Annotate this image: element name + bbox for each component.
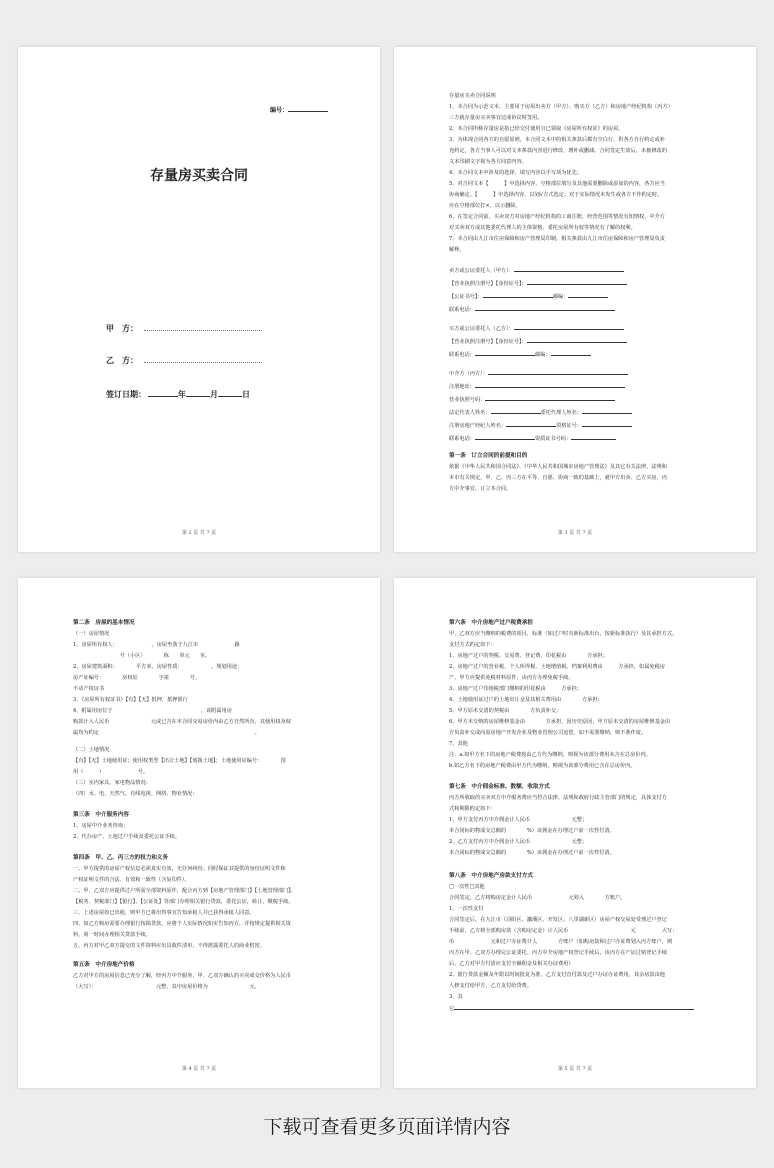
section-6-line: 6、甲方未交纳的房屋维修基金由 方承担，因历史原因，甲方原未交清的房屋维修基金由 — [449, 719, 671, 725]
party-b-field — [106, 355, 262, 366]
section-2-line: 号（小区） 栋 单元 室。 — [73, 653, 211, 659]
section-8-line: 丙方在甲、乙双方办理完公证委托、丙方中介房地产权登记手续后，该丙方在产证过销登记手续 — [449, 950, 667, 956]
section-4-line: 四、如乙方购房需要办理银行按揭贷款，应将个人实际情况如实告知丙方，并按规定提供相关资 — [73, 921, 291, 927]
section-6-line: 3、房地产过户印地税部门缴纳的印花税由 方承担； — [449, 686, 582, 692]
section-4-title: 第四条 甲、乙、丙三方的权力和义务 — [73, 855, 169, 861]
section-2-line: 4、附属用房位于 ，该附属用房 — [73, 708, 232, 714]
section-3-line: 1、房屋中介业务咨询； — [73, 823, 129, 829]
page-3-content — [449, 91, 728, 495]
section-1-title: 第一条 订立合同的前提和目的 — [449, 453, 528, 459]
section-4-line: 料。第一时间办理相关贷款手续。 — [73, 932, 151, 938]
section-8-line: 1、一次性支付 — [449, 906, 484, 912]
section-8-line: 合同签定，乙方将购房定金计人民币 元划入 方账户。 — [449, 895, 626, 901]
year-label: 年 — [178, 390, 186, 399]
section-5-line: 乙方对甲方的房屋信息已充分了解，经丙方中介服务，甲、乙双方确认的买卖成交价格为人民币 — [73, 973, 291, 979]
section-6-line: 7、其他 — [449, 741, 551, 747]
instruction-line: 5、对合同文本【 】中选择内容，空格部位填写及其他需要删除或添加的内容，各方应当 — [449, 181, 665, 187]
buyer-phone-field: 联系电话： 邮编： — [449, 349, 728, 361]
agent-legal-rep-field: 法定代表人姓名： 委托代理人姓名： — [449, 407, 728, 419]
instruction-line: 7、本合同由九江市住房保障和房产管理局印制，相关条款由九江市住房保障和房产管理局负责 — [449, 236, 665, 242]
section-2-line: 1、房屋所有权人： ，房屋坐落于九江市 路 — [73, 642, 240, 648]
instruction-line: 1、本合同为示范文本，主要用于房屋出卖方（甲方）、购买方（乙方）和房地产经纪机构（丙方） — [449, 104, 673, 110]
section-2-line: 用（ ） 号。 — [73, 769, 149, 775]
instruction-line: 充约定，各方当事人可以对文本条款内容进行修改、增补或删减。合同签定生效后，未被修改的 — [449, 148, 667, 154]
section-8-line: 3、其 — [449, 994, 463, 1000]
section-6-line: 2、房地产过户的营业税、个人所得税、土地增值税、档案利用费由 方承担，如属免税房 — [449, 664, 665, 670]
month-blank — [186, 390, 210, 397]
section-4-line: 三、上述房屋如已出租，则甲方已将出售事宜告知承租人并已获得承租人同意。 — [73, 910, 255, 916]
section-8-title: 第八条 中介房地产房款支付方式 — [449, 873, 533, 879]
section-7-line: 本合同标的物成交总额的 %）该佣金在办理过户前一次性付清。 — [449, 828, 615, 834]
party-a-label: 甲 方： — [106, 324, 138, 333]
section-4-line: 产权证明文件的合法、有效和一致性（含复印件）。 — [73, 877, 190, 883]
section-6-line: 1、房地产过户的契税、交易费、登记费、印花税由 方承担； — [449, 653, 608, 659]
section-2-line: 购款计入人民币 元或已含在本合同交易房价内由乙方自然所有，其使用权及权 — [73, 719, 291, 725]
section-2-line: 不动产权证书 — [73, 686, 193, 692]
section-7-line: 式和期限约定如下： — [449, 806, 496, 812]
instruction-line: 协商确定。【 】中选择内容，以划√方式选定；对于实际情况未发生或各方不作约定时， — [449, 192, 663, 198]
section-2-title: 第二条 房屋的基本情况 — [73, 620, 135, 626]
instruction-line: 三方就存量房买卖事宜达成协议时签用。 — [449, 115, 543, 121]
page-footer: 第 3 页 共 7 页 — [557, 530, 593, 536]
section-6-title: 第六条 中介房地产过户税费承担 — [449, 620, 533, 626]
section-2-line: （一）房屋情况 — [73, 631, 110, 637]
download-caption: 下载可查看更多页面详情内容 — [263, 1116, 511, 1138]
agent-license-field: 营业执照号码： — [449, 394, 728, 406]
contract-number-label: 编号： — [269, 107, 288, 114]
section-7-line: 丙方所收取的买卖双方中介服务费应当符合法律、法规和政府行政主管部门的规定，具体支付方 — [449, 795, 667, 801]
section-2-line: （二）土地情况 — [73, 747, 110, 753]
section-2-line: 房产证编号： 房权证 字第 号。 — [73, 675, 201, 681]
section-4-line: 五、丙方对甲乙双方提交的文件资料应出具收件清单，不得泄露委托人的商业机密。 — [73, 943, 265, 949]
agent-name-field: 中介方（丙方）： — [449, 368, 728, 380]
party-b-blank — [144, 356, 262, 363]
party-a-field — [106, 323, 262, 334]
section-7-line: 本合同标的物成交总额的 %）该佣金在办理过户前一次性付清。 — [449, 850, 615, 856]
section-8-line: □一次性□其他 — [449, 884, 485, 890]
section-8-line: 手续前，乙方将全部购房款（含购房定金）计人民币 元 大写： — [449, 928, 678, 934]
instructions-heading: 存量房买卖合同说明 — [449, 93, 496, 99]
page-5-content — [449, 618, 728, 1015]
section-6-line: 支付方式约定如下： — [449, 642, 496, 648]
sign-date-label: 签订日期： — [106, 390, 146, 399]
instruction-line: 对买卖双方或其他委托代理人的主体资格、委托房屋所有权等情况有了解的权利。 — [449, 225, 636, 231]
document-page-3 — [394, 47, 756, 552]
month-label: 月 — [210, 390, 218, 399]
section-2-line: 2、房屋建筑面积： 平方米，房屋性质： ，规划用途： — [73, 664, 243, 670]
section-8-line: 币 元和过户办证费计人 方账户（如购房款和过户办证费划入丙方账户，则 — [449, 939, 673, 945]
seller-id-field: 【营业执照注册号】【身份证号】： — [449, 278, 728, 290]
document-page-5 — [394, 578, 756, 1088]
section-1-line: 本市有关规定，甲、乙、丙三方在平等、自愿、协商一致的基础上，就甲方出卖、乙方买房，丙 — [449, 475, 667, 481]
section-6-line: 方负责补交或向原房地产开发企业及物业管理公司追偿，如不需要缴纳，则不条作废。 — [449, 730, 647, 736]
instruction-line: 2、本合同所称存量房是指已经交付使用且已领取《房屋所有权证》的房屋。 — [449, 126, 624, 132]
seller-notary-field: 【公证书号】： 邮编： — [449, 291, 728, 303]
document-page-4 — [18, 578, 380, 1088]
section-2-line: （三）室内家具、家电物品情况： — [73, 780, 151, 786]
section-4-line: 一、甲方提供的房屋产权信息必须真实有效，无任何纠纷。同时保证其提供的身份证明文件和 — [73, 866, 286, 872]
instruction-line: 3、为体现合同各方的自愿原则，本合同文本中的相关条款后都有空白行，供各方自行约定或补 — [449, 137, 665, 143]
page-footer: 第 5 页 共 7 页 — [557, 1066, 593, 1072]
contract-number-blank — [288, 105, 328, 112]
section-1-line: 依据《中华人民共和国合同法》、《中华人民共和国城市房地产管理法》及其它有关法律、法规和 — [449, 464, 667, 470]
seller-name-field: 卖方或公证委托人（甲方）： — [449, 265, 728, 277]
seller-phone-field: 联系电话： — [449, 304, 728, 316]
section-8-line: 后，乙方对甲方付清应支付全额佣金及相关办证费用） — [449, 961, 574, 967]
section-6-line: 产，甲方应提供免税材料原件，由丙方办理免税手续。 — [449, 675, 574, 681]
document-title: 存量房买卖合同 — [150, 168, 248, 184]
document-page-cover — [18, 47, 380, 552]
section-6-line: 注：a.如甲方名下的房地产税费按由乙方代为缴纳，则视为该部分费用未含在总房价内。 — [449, 752, 651, 758]
section-2-line: （四）水、电、天然气、有线电视、网络、物业情况： — [73, 791, 198, 797]
party-a-blank — [144, 324, 262, 331]
agent-phone-field: 联系电话： 资质证书号码： — [449, 433, 728, 445]
buyer-name-field: 买方或公证委托人（乙方）： — [449, 323, 728, 335]
section-7-line: 2、乙方支付丙方中介佣金计人民币 元整； — [449, 839, 588, 845]
agent-address-field: 注册地址： — [449, 381, 728, 393]
section-5-line: （大写）： 元整，其中房屋价格为 元。 — [73, 984, 260, 990]
section-6-line: 4、土地使用证过户的土地出让金及其相关费用由 方承担； — [449, 697, 603, 703]
instruction-line: 文本印刷文字视为各方同意内容。 — [449, 159, 527, 165]
instruction-line: 应在空格部位打×，以示删除。 — [449, 203, 521, 209]
section-6-line: b.如乙方名下的房地产税费由甲方代为缴纳，则视为该部分费用已含在总房价内。 — [449, 763, 636, 769]
section-8-line: 它 — [449, 1003, 728, 1015]
section-8-line: 人修支付给甲方，乙方支付给贷费。 — [449, 983, 533, 989]
day-blank — [218, 390, 242, 397]
section-8-line: 2、银行贷款金额及年限以时间批复为准，乙方支付首付款及过户办证办证费用，其余房款由他 — [449, 972, 665, 978]
section-7-line: 1、甲方支付丙方中介佣金计人民币 元整； — [449, 817, 588, 823]
section-2-line: 属均为约定 。 — [73, 730, 260, 736]
instruction-line: 解释。 — [449, 247, 465, 253]
page-footer: 第 2 页 共 7 页 — [181, 530, 217, 536]
party-b-label: 乙 方： — [106, 356, 138, 365]
section-4-line: 二、甲、乙双方应提供过户所需全部资料原件，配合丙方到【房地产管理部门】【土地管理部门】、 — [73, 888, 297, 894]
section-1-line: 方中介事宜，订立本合同。 — [449, 486, 512, 492]
section-3-title: 第三条 中介服务内容 — [73, 812, 129, 818]
instruction-line: 4、本合同文本中涉及的选择、填写内容以手写项为优先。 — [449, 170, 582, 176]
buyer-id-field: 【营业执照注册号】【身份证号】： — [449, 336, 728, 348]
day-label: 日 — [242, 390, 250, 399]
year-blank — [148, 390, 178, 397]
agent-broker-field: 注册房地产经纪人姓名： 资格证号： — [449, 420, 728, 432]
sign-date-field — [106, 389, 250, 400]
section-7-title: 第七条 中介佣金标准、数额、收取方式 — [449, 784, 550, 790]
section-6-line: 5、甲方原未交清的契税由 方负责补交； — [449, 708, 562, 714]
page-4-content — [73, 618, 352, 993]
section-6-line: 甲、乙双方应当缴纳的税费的项目，标准（如过户时有新标准出台，按新标准执行）及其承担方式， — [449, 631, 678, 637]
section-5-title: 第五条 中介房地产价格 — [73, 962, 135, 968]
page-footer: 第 4 页 共 7 页 — [181, 1066, 217, 1072]
instruction-line: 6、在签定合同前，买卖双方对房地产经纪机构的工商注册，经营范围等情况有知情权，中介方 — [449, 214, 665, 220]
section-2-line: 【有】【无】土地使用证；使用权类型【出让土地】【划拨土地】；土地使用证编号： 国 — [73, 758, 286, 764]
section-4-line: 【税务、契税部门】【银行】、【公证处】等部门办理相关银行贷款，委托公证，转让，缴税手续。 — [73, 899, 294, 905]
contract-number — [270, 105, 328, 114]
section-8-line: 合同签定后，在九江市（浔阳区、濂溪区、开发区、八里湖新区）房屋产权交易处受理过户登记 — [449, 917, 667, 923]
section-2-line: 3、《房屋所有权证书》【有】【无】抵押，抵押银行 — [73, 697, 230, 703]
section-3-line: 2、代办房产、土地过户手续及委托公证手续。 — [73, 834, 181, 840]
